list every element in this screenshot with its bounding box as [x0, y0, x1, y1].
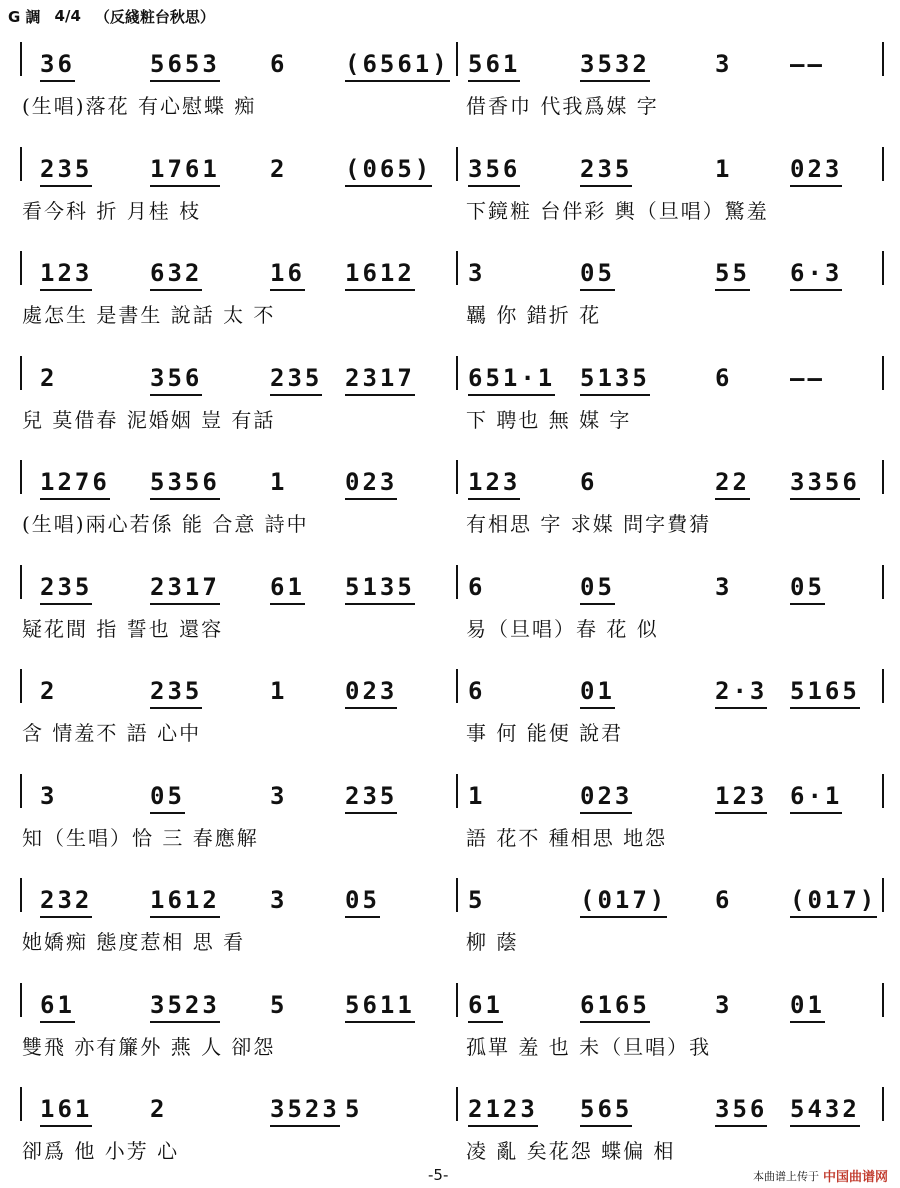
note-group: 235: [150, 677, 202, 709]
lyric-line-right: 下鏡粧 台伴彩 輿（旦唱）驚羞: [466, 198, 769, 223]
beat-cell: [468, 42, 520, 82]
note-group: 123: [468, 468, 520, 500]
barline: [456, 147, 458, 181]
beat-cell: [40, 878, 92, 918]
barline: [20, 460, 22, 494]
note-group: 1276: [40, 468, 110, 500]
beat-cell: [715, 147, 732, 187]
beat-cell: [790, 878, 877, 918]
barline: [20, 878, 22, 912]
note-group: 2: [40, 677, 58, 705]
beat-cell: [270, 356, 322, 396]
note-group: 1: [468, 781, 486, 810]
barline: [882, 565, 884, 599]
note-group: (017): [790, 886, 877, 918]
note-group: 1761: [150, 155, 220, 187]
barline: [882, 983, 884, 1017]
beat-cell: [345, 356, 415, 396]
beat-cell: [790, 669, 860, 709]
beat-cell: [40, 42, 75, 82]
lyric-line-left: 雙飛 亦有簾外 燕 人 卻怨: [22, 1034, 276, 1059]
note-group: 16: [270, 259, 305, 291]
barline: [882, 878, 884, 912]
beat-cell: [345, 774, 397, 814]
barline: [456, 1087, 458, 1121]
beat-cell: [150, 460, 220, 500]
beat-cell: [345, 983, 415, 1023]
beat-cell: [345, 460, 397, 500]
beat-cell: [715, 774, 767, 814]
note-group: 5135: [345, 573, 415, 605]
note-group: 356: [468, 155, 520, 187]
note-group: 1: [270, 468, 288, 496]
note-group: 3523: [270, 1095, 340, 1127]
lyric-line-left: 知（生唱）恰 三 春應解: [22, 825, 259, 850]
note-group: 632: [150, 259, 202, 291]
score-system: [0, 766, 900, 870]
note-group: 3: [270, 781, 288, 810]
note-group: 61: [40, 991, 75, 1023]
beat-cell: [345, 565, 415, 605]
barline: [20, 669, 22, 703]
key-signature: G 調: [8, 7, 41, 26]
lyric-line-right: 凌 亂 矣花怨 蝶偏 相: [466, 1139, 676, 1163]
note-group: 3: [715, 990, 733, 1019]
beat-cell: [790, 251, 842, 291]
barline: [20, 983, 22, 1017]
note-group: ——: [790, 363, 825, 392]
beat-cell: [270, 1087, 340, 1127]
lyric-line-left: 看今科 折 月桂 枝: [22, 198, 202, 223]
note-group: 3: [270, 886, 288, 914]
note-group: 235: [40, 155, 92, 187]
note-group: 01: [580, 677, 615, 709]
beat-cell: [345, 669, 397, 709]
note-group: 05: [580, 259, 615, 291]
note-group: 3356: [790, 468, 860, 500]
barline: [456, 42, 458, 76]
score-system: [0, 452, 900, 556]
note-group: 5: [468, 886, 486, 914]
beat-cell: [270, 147, 287, 187]
beat-cell: [270, 42, 287, 82]
score-system: [0, 975, 900, 1079]
beat-cell: [715, 42, 732, 82]
beat-cell: [580, 460, 597, 500]
beat-cell: [580, 669, 615, 709]
note-group: 1: [715, 154, 733, 183]
lyric-line-left: 疑花間 指 誓也 還容: [22, 616, 224, 641]
note-group: ——: [790, 50, 825, 78]
note-group: 5432: [790, 1095, 860, 1127]
beat-cell: [715, 460, 750, 500]
lyric-line-right: 下 聘也 無 媒 字: [466, 407, 632, 432]
barline: [456, 251, 458, 285]
note-group: 561: [468, 50, 520, 82]
beat-cell: [468, 1087, 538, 1127]
barline: [20, 147, 22, 181]
lyric-line-left: (生唱)落花 有心慰蝶 痴: [22, 94, 257, 118]
note-group: (6561): [345, 50, 450, 82]
barline: [20, 251, 22, 285]
beat-cell: [580, 565, 615, 605]
note-group: 2: [270, 154, 288, 183]
note-group: 235: [345, 782, 397, 814]
note-group: 3523: [150, 991, 220, 1023]
note-group: 023: [790, 155, 842, 187]
lyric-line-left: (生唱)兩心若係 能 合意 詩中: [22, 512, 309, 536]
barline: [882, 774, 884, 808]
note-group: 3: [40, 781, 58, 810]
note-group: 55: [715, 259, 750, 291]
beat-cell: [715, 565, 732, 605]
note-group: 36: [40, 50, 75, 82]
beat-cell: [345, 878, 380, 918]
beat-cell: [40, 460, 110, 500]
note-group: 6: [715, 886, 733, 914]
beat-cell: [270, 669, 287, 709]
note-group: 5165: [790, 677, 860, 709]
note-group: 1612: [150, 886, 220, 918]
note-group: 2: [150, 1095, 168, 1123]
note-group: 61: [270, 573, 305, 605]
score-header: [8, 2, 215, 30]
note-group: 023: [345, 468, 397, 500]
barline: [456, 878, 458, 912]
note-group: 1: [270, 677, 288, 705]
note-group: 05: [345, 886, 380, 918]
score-system: [0, 348, 900, 452]
beat-cell: [715, 669, 767, 709]
lyric-line-right: 語 花不 種相思 地怨: [466, 825, 668, 850]
note-group: 565: [580, 1095, 632, 1127]
note-group: 2·3: [715, 677, 767, 709]
note-group: 651·1: [468, 364, 555, 396]
note-group: 5356: [150, 468, 220, 500]
beat-cell: [40, 565, 92, 605]
note-group: 2: [40, 363, 58, 392]
note-group: 3: [715, 572, 733, 601]
note-group: (065): [345, 155, 432, 187]
lyric-line-right: 柳 蔭: [466, 930, 519, 954]
beat-cell: [150, 878, 220, 918]
note-group: 232: [40, 886, 92, 918]
barline: [882, 147, 884, 181]
lyric-line-right: 易（旦唱）春 花 似: [466, 616, 659, 641]
beat-cell: [715, 1087, 767, 1127]
barline: [882, 356, 884, 390]
lyric-line-left: 卻爲 他 小芳 心: [22, 1139, 180, 1163]
beat-cell: [150, 774, 185, 814]
barline: [456, 774, 458, 808]
beat-cell: [345, 42, 450, 82]
score-system: [0, 870, 900, 974]
beat-cell: [468, 565, 485, 605]
note-group: 3: [468, 259, 486, 287]
barline: [20, 1087, 22, 1121]
beat-cell: [150, 147, 220, 187]
note-group: 6165: [580, 991, 650, 1023]
beat-cell: [580, 147, 632, 187]
beat-cell: [150, 42, 220, 82]
note-group: 5135: [580, 364, 650, 396]
beat-cell: [270, 251, 305, 291]
beat-cell: [40, 774, 57, 814]
note-group: 5: [270, 990, 288, 1019]
beat-cell: [790, 774, 842, 814]
score-system: [0, 243, 900, 347]
beat-cell: [790, 565, 825, 605]
note-group: 6·3: [790, 259, 842, 291]
beat-cell: [345, 251, 415, 291]
lyric-line-right: 事 何 能便 說君: [466, 721, 624, 745]
lyric-line-right: 羈 你 錯折 花: [466, 303, 602, 327]
score-system: [0, 661, 900, 765]
note-group: 2317: [150, 573, 220, 605]
beat-cell: [150, 1087, 167, 1127]
note-group: 3: [715, 50, 733, 78]
barline: [456, 565, 458, 599]
note-group: 235: [270, 364, 322, 396]
barline: [882, 460, 884, 494]
note-group: 05: [150, 782, 185, 814]
note-group: 5611: [345, 991, 415, 1023]
barline: [882, 669, 884, 703]
note-group: 023: [345, 677, 397, 709]
site-brand: 中国曲谱网: [822, 1170, 888, 1185]
beat-cell: [345, 147, 432, 187]
lyric-line-right: 孤單 羞 也 未（旦唱）我: [466, 1034, 712, 1059]
beat-cell: [715, 878, 732, 918]
beat-cell: [270, 460, 287, 500]
beat-cell: [790, 983, 825, 1023]
upload-credit: [753, 1166, 888, 1185]
beat-cell: [150, 669, 202, 709]
barline: [456, 983, 458, 1017]
beat-cell: [790, 356, 825, 396]
note-group: 05: [580, 573, 615, 605]
barline: [456, 460, 458, 494]
beat-cell: [40, 983, 75, 1023]
note-group: 61: [468, 991, 503, 1023]
beat-cell: [715, 983, 732, 1023]
beat-cell: [40, 669, 57, 709]
beat-cell: [468, 356, 555, 396]
note-group: 5: [345, 1095, 363, 1123]
beat-cell: [580, 1087, 632, 1127]
note-group: 6·1: [790, 782, 842, 814]
beat-cell: [270, 983, 287, 1023]
note-group: 356: [150, 364, 202, 396]
beat-cell: [150, 565, 220, 605]
beat-cell: [580, 251, 615, 291]
note-group: 3532: [580, 50, 650, 82]
note-group: 123: [40, 259, 92, 291]
beat-cell: [40, 147, 92, 187]
beat-cell: [580, 774, 632, 814]
beat-cell: [270, 565, 305, 605]
lyric-line-left: 她嬌痴 態度惹相 思 看: [22, 930, 246, 954]
note-group: (017): [580, 886, 667, 918]
beat-cell: [468, 774, 485, 814]
beat-cell: [270, 878, 287, 918]
lyric-line-right: 借香巾 代我爲媒 字: [466, 94, 659, 118]
score-system: [0, 557, 900, 661]
beat-cell: [790, 460, 860, 500]
note-group: 1612: [345, 259, 415, 291]
barline: [20, 42, 22, 76]
beat-cell: [580, 983, 650, 1023]
lyric-line-left: 兒 莫借春 泥婚姻 豈 有話: [22, 407, 276, 432]
barline: [882, 42, 884, 76]
note-group: 22: [715, 468, 750, 500]
score-system: [0, 34, 900, 138]
note-group: 023: [580, 782, 632, 814]
barline: [20, 565, 22, 599]
beat-cell: [580, 42, 650, 82]
note-group: 6: [468, 572, 486, 601]
beat-cell: [580, 356, 650, 396]
barline: [20, 774, 22, 808]
note-group: 6: [468, 677, 486, 705]
note-group: 5653: [150, 50, 220, 82]
note-group: 01: [790, 991, 825, 1023]
beat-cell: [40, 356, 57, 396]
beat-cell: [40, 1087, 92, 1127]
beat-cell: [580, 878, 667, 918]
note-group: 2317: [345, 364, 415, 396]
beat-cell: [468, 147, 520, 187]
tune-title: （反綫粧台秋思）: [94, 7, 215, 26]
lyric-line-left: 含 情羞不 語 心中: [22, 721, 202, 745]
beat-cell: [468, 251, 485, 291]
note-group: 356: [715, 1095, 767, 1127]
note-group: 6: [270, 50, 288, 78]
beat-cell: [468, 983, 503, 1023]
note-group: 05: [790, 573, 825, 605]
beat-cell: [790, 1087, 860, 1127]
credit-text: 本曲谱上传于: [752, 1169, 819, 1183]
beat-cell: [150, 983, 220, 1023]
note-group: 123: [715, 782, 767, 814]
page-number: -5-: [428, 1166, 449, 1184]
beat-cell: [270, 774, 287, 814]
time-signature: 4/4: [54, 7, 81, 25]
beat-cell: [345, 1087, 362, 1127]
barline: [882, 251, 884, 285]
lyric-line-right: 有相思 字 求媒 問字費猜: [466, 512, 712, 536]
beat-cell: [715, 356, 732, 396]
score-system: [0, 139, 900, 243]
barline: [882, 1087, 884, 1121]
beat-cell: [715, 251, 750, 291]
note-group: 6: [580, 468, 598, 496]
barline: [456, 669, 458, 703]
beat-cell: [150, 251, 202, 291]
note-group: 2123: [468, 1095, 538, 1127]
beat-cell: [150, 356, 202, 396]
lyric-line-left: 處怎生 是書生 說話 太 不: [22, 303, 276, 327]
note-group: 235: [40, 573, 92, 605]
beat-cell: [468, 460, 520, 500]
beat-cell: [40, 251, 92, 291]
beat-cell: [468, 669, 485, 709]
barline: [456, 356, 458, 390]
beat-cell: [790, 147, 842, 187]
note-group: 235: [580, 155, 632, 187]
barline: [20, 356, 22, 390]
note-group: 6: [715, 363, 733, 392]
beat-cell: [468, 878, 485, 918]
note-group: 161: [40, 1095, 92, 1127]
beat-cell: [790, 42, 825, 82]
